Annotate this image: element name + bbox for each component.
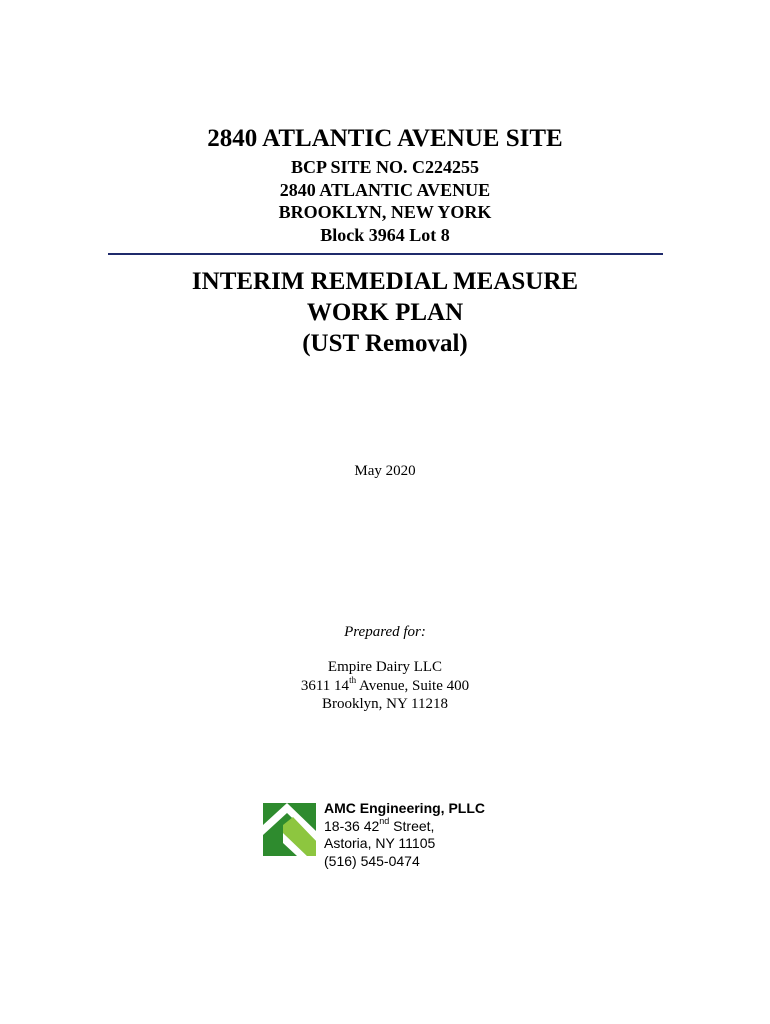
prepared-for-label: Prepared for:	[344, 624, 426, 640]
site-title: 2840 ATLANTIC AVENUE SITE	[207, 125, 563, 152]
client-street-number: 3611 14	[300, 677, 350, 694]
preparer-street-number: 18-36 42	[324, 817, 380, 834]
preparer-city: Astoria, NY 11105	[324, 835, 436, 851]
preparer-street-rest: Street,	[389, 817, 435, 834]
client-city: Brooklyn, NY 11218	[322, 696, 448, 712]
plan-title	[0, 266, 770, 359]
client-street-rest: Avenue, Suite 400	[356, 677, 470, 694]
bcp-site-number: BCP SITE NO. C224255	[290, 157, 480, 177]
preparer-phone: (516) 545-0474	[324, 852, 420, 869]
client-street-suffix: th	[349, 674, 357, 685]
amc-engineering-logo-icon	[263, 803, 316, 856]
client-name: Empire Dairy LLC	[327, 659, 443, 675]
block-lot: Block 3964 Lot 8	[320, 224, 450, 245]
client-block	[0, 658, 770, 714]
preparer-street-suffix: nd	[379, 815, 390, 826]
document-date: May 2020	[354, 463, 416, 479]
site-city-state: BROOKLYN, NEW YORK	[278, 202, 492, 222]
plan-title-line3: (UST Removal)	[302, 330, 468, 357]
preparer-street	[324, 815, 485, 836]
client-street	[0, 674, 770, 696]
plan-title-line1: INTERIM REMEDIAL MEASURE	[191, 268, 579, 295]
plan-title-line2: WORK PLAN	[306, 299, 464, 326]
title-divider	[108, 253, 663, 255]
site-info-block	[0, 156, 770, 246]
preparer-block	[324, 800, 485, 870]
site-address: 2840 ATLANTIC AVENUE	[279, 179, 491, 200]
preparer-company-name: AMC Engineering, PLLC	[324, 800, 485, 816]
